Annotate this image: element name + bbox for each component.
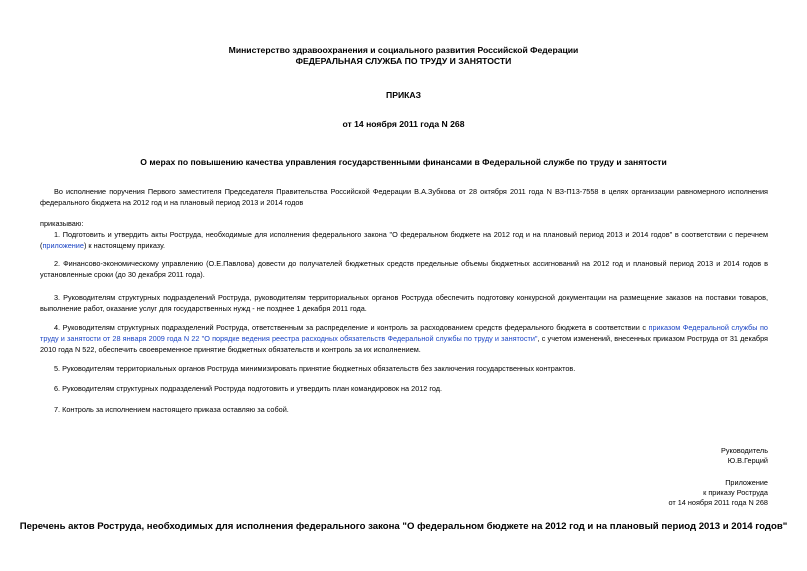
item-6-paragraph: 6. Руководителям структурных подразделений Роструда подготовить и утвердить план командировок на 2012 год. xyxy=(54,384,443,393)
signature-position: Руководитель xyxy=(720,446,768,455)
item-4-text: 4. Руководителям структурных подразделений Роструда, ответственным за распределение и контроль за расходованием средств федерального бюджета в соответствии с xyxy=(54,323,649,332)
appendix-title: Перечень актов Роструда, необходимых для исполнения федерального закона "О федеральном бюджете на 2012 год и на плановый период 2013 и 2014 годов" xyxy=(19,521,788,532)
appendix-block xyxy=(468,478,768,508)
document-type: ПРИКАЗ xyxy=(386,90,421,100)
appendix-label: Приложение xyxy=(725,478,768,487)
appendix-ref-line: к приказу Роструда xyxy=(703,488,768,497)
document-date: от 14 ноября 2011 года N 268 xyxy=(342,119,465,129)
item-1-paragraph xyxy=(40,229,768,251)
document-title: О мерах по повышению качества управления государственными финансами в Федеральной службе по труду и занятости xyxy=(140,157,667,167)
order-22-link[interactable]: приказом Федеральной службы по труду и занятости от 28 января 2009 года N 22 "О порядке ведения реестра расходных обязательств Федеральной службы по труду и занятости" xyxy=(40,323,768,343)
preamble-paragraph: Во исполнение поручения Первого заместителя Председателя Правительства Российской Федерации В.А.Зубкова от 28 октября 2011 года N ВЗ-П13-7558 в целях организации равномерного исполнения федерального бюджета на 2012 год и на плановый период 2013 и 2014 годов xyxy=(40,187,768,207)
service-name: ФЕДЕРАЛЬНАЯ СЛУЖБА ПО ТРУДУ И ЗАНЯТОСТИ xyxy=(295,56,512,66)
ministry-name: Министерство здравоохранения и социального развития Российской Федерации xyxy=(228,45,579,55)
item-7-paragraph: 7. Контроль за исполнением настоящего приказа оставляю за собой. xyxy=(54,405,289,414)
item-5-paragraph: 5. Руководителям территориальных органов Роструда минимизировать принятие бюджетных обязательств без заключения государственных контрактов. xyxy=(54,364,576,373)
appendix-link[interactable]: приложение xyxy=(42,241,84,250)
item-3-paragraph: 3. Руководителям структурных подразделений Роструда, руководителям территориальных органов Роструда обеспечить подготовку конкурсной документации на размещение заказов на поставки товаров, выполнение работ, оказание услуг для государственных нужд - не позднее 1 декабря 2011 года. xyxy=(40,293,768,313)
item-1-text: 1. Подготовить и утвердить акты Роструда, необходимые для исполнения федерального закона "О федеральном бюджете на 2012 год и на плановый период 2013 и 2014 годов" в соответствии с перечнем ( xyxy=(40,230,768,250)
signature-name: Ю.В.Герций xyxy=(727,456,768,465)
order-word: приказываю: xyxy=(40,219,84,228)
item-2-paragraph: 2. Финансово-экономическому управлению (О.Е.Павлова) довести до получателей бюджетных средств предельные объемы бюджетных ассигнований на 2012 год и плановый период 2013 и 2014 годов в установленные сроки (до 30 декабря 2011 года). xyxy=(40,259,768,279)
item-4-paragraph xyxy=(40,322,768,355)
appendix-date-line: от 14 ноября 2011 года N 268 xyxy=(668,498,768,507)
item-4-tail: , с учетом изменений, внесенных приказом Роструда от 31 декабря 2010 года N 522, обеспечить своевременное принятие бюджетных обязательств и контроль за их исполнением. xyxy=(40,334,768,354)
signature-block xyxy=(468,446,768,466)
item-1-tail: ) к настоящему приказу. xyxy=(83,241,166,250)
